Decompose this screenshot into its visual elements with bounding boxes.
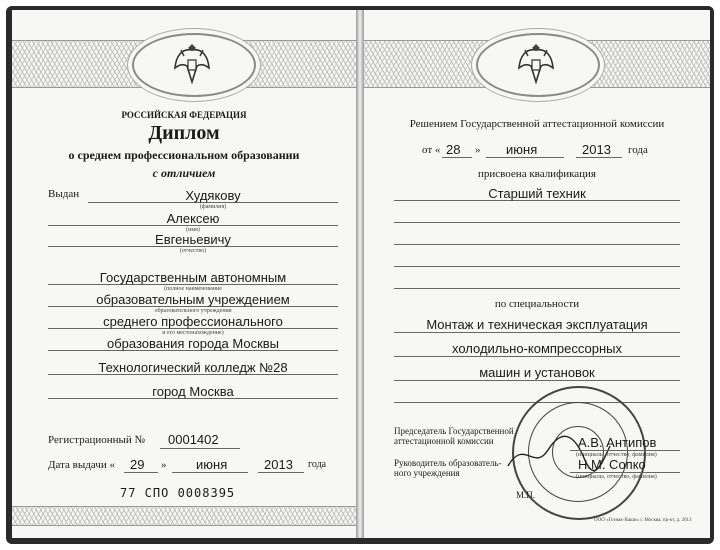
qualification-label: присвоена квалификация — [478, 168, 596, 180]
distinction-label: с отличием — [152, 166, 216, 180]
country-heading: РОССИЙСКАЯ ФЕДЕРАЦИЯ — [121, 110, 247, 120]
chair-hint: (инициалы, отчество, фамилия) — [576, 452, 657, 458]
head-name: Н.М. Сопко — [578, 457, 646, 472]
from-day-close: » — [475, 144, 481, 156]
reg-label: Регистрационный № — [48, 434, 146, 446]
name-value: Алексею — [166, 211, 220, 226]
org-hint-2: образовательного учреждения — [154, 308, 232, 314]
org-value-2: образовательным учреждением — [96, 292, 290, 307]
date-year: 2013 — [264, 457, 293, 472]
blank-line — [394, 244, 680, 245]
head-label-2: ного учреждения — [394, 468, 460, 478]
guilloche-band-bottom — [12, 506, 356, 526]
eagle-emblem-icon — [172, 38, 212, 88]
diploma-right-page — [364, 10, 710, 538]
chair-name-line — [570, 450, 680, 451]
decision-text: Решением Государственной аттестационной комиссии — [409, 118, 665, 130]
patronymic-value: Евгеньевичу — [155, 232, 231, 247]
org-hint-3: и его местонахождение) — [162, 330, 224, 336]
seal-mark-label: М.П. — [516, 490, 536, 500]
head-name-line — [570, 472, 680, 473]
org-value-4: образования города Москвы — [106, 336, 280, 351]
document-subtitle: о среднем профессиональном образовании — [68, 148, 300, 162]
patronymic-hint: (отчество) — [179, 248, 207, 254]
specialty-label: по специальности — [494, 298, 580, 310]
blank-line — [394, 288, 680, 289]
date-month-line — [172, 472, 248, 473]
qualification-value: Старший техник — [488, 186, 586, 201]
from-day: 28 — [446, 142, 461, 157]
date-day: 29 — [130, 457, 145, 472]
org-value-6: город Москва — [152, 384, 234, 399]
head-hint: (инициалы, отчество, фамилия) — [576, 474, 657, 480]
diploma-spine — [356, 10, 364, 538]
from-month-line — [486, 157, 564, 158]
date-month: июня — [196, 457, 228, 472]
specialty-line-1 — [394, 332, 680, 333]
reg-number: 0001402 — [168, 432, 219, 447]
head-label-1: Руководитель образователь- — [394, 458, 502, 468]
from-year-line — [576, 157, 622, 158]
org-value-1: Государственным автономным — [99, 270, 287, 285]
from-month: июня — [506, 142, 538, 157]
blank-line — [394, 266, 680, 267]
chair-label-2: аттестационной комиссии — [394, 436, 494, 446]
from-day-line — [442, 157, 472, 158]
specialty-value-1: Монтаж и техническая эксплуатация — [426, 317, 648, 332]
surname-hint: (фамилия) — [199, 204, 227, 210]
org-hint-1: (полное наименование — [164, 286, 222, 292]
issued-label: Выдан — [48, 188, 80, 200]
specialty-value-3: машин и установок — [479, 365, 595, 380]
from-year: 2013 — [582, 142, 611, 157]
name-hint: (имя) — [186, 227, 200, 233]
date-day-line — [124, 472, 158, 473]
specialty-line-2 — [394, 356, 680, 357]
date-year-line — [258, 472, 304, 473]
document-title: Диплом — [148, 122, 220, 144]
org-value-5: Технологический колледж №28 — [98, 360, 288, 375]
reg-line — [160, 448, 240, 449]
specialty-line-3 — [394, 380, 680, 381]
chair-label-1: Председатель Государственной — [394, 426, 514, 436]
serial-number: 77 СПО 0008395 — [120, 486, 236, 500]
diploma-left-page — [12, 10, 356, 538]
from-label: от « — [422, 144, 441, 156]
org-value-3: среднего профессионального — [103, 314, 283, 329]
date-label: Дата выдачи « — [48, 459, 115, 471]
specialty-value-2: холодильно-компрессорных — [451, 341, 623, 356]
date-suffix: года — [308, 459, 327, 470]
date-mid: » — [161, 459, 167, 471]
chair-name: А.В. Антипов — [578, 435, 657, 450]
surname-value: Худякову — [185, 188, 241, 203]
blank-line — [394, 222, 680, 223]
from-year-suffix: года — [628, 144, 648, 156]
printer-imprint: ООО «Гознак-Ваши» г. Москва, пр-кт, д. 2013 — [594, 518, 692, 523]
eagle-emblem-icon — [516, 38, 556, 88]
